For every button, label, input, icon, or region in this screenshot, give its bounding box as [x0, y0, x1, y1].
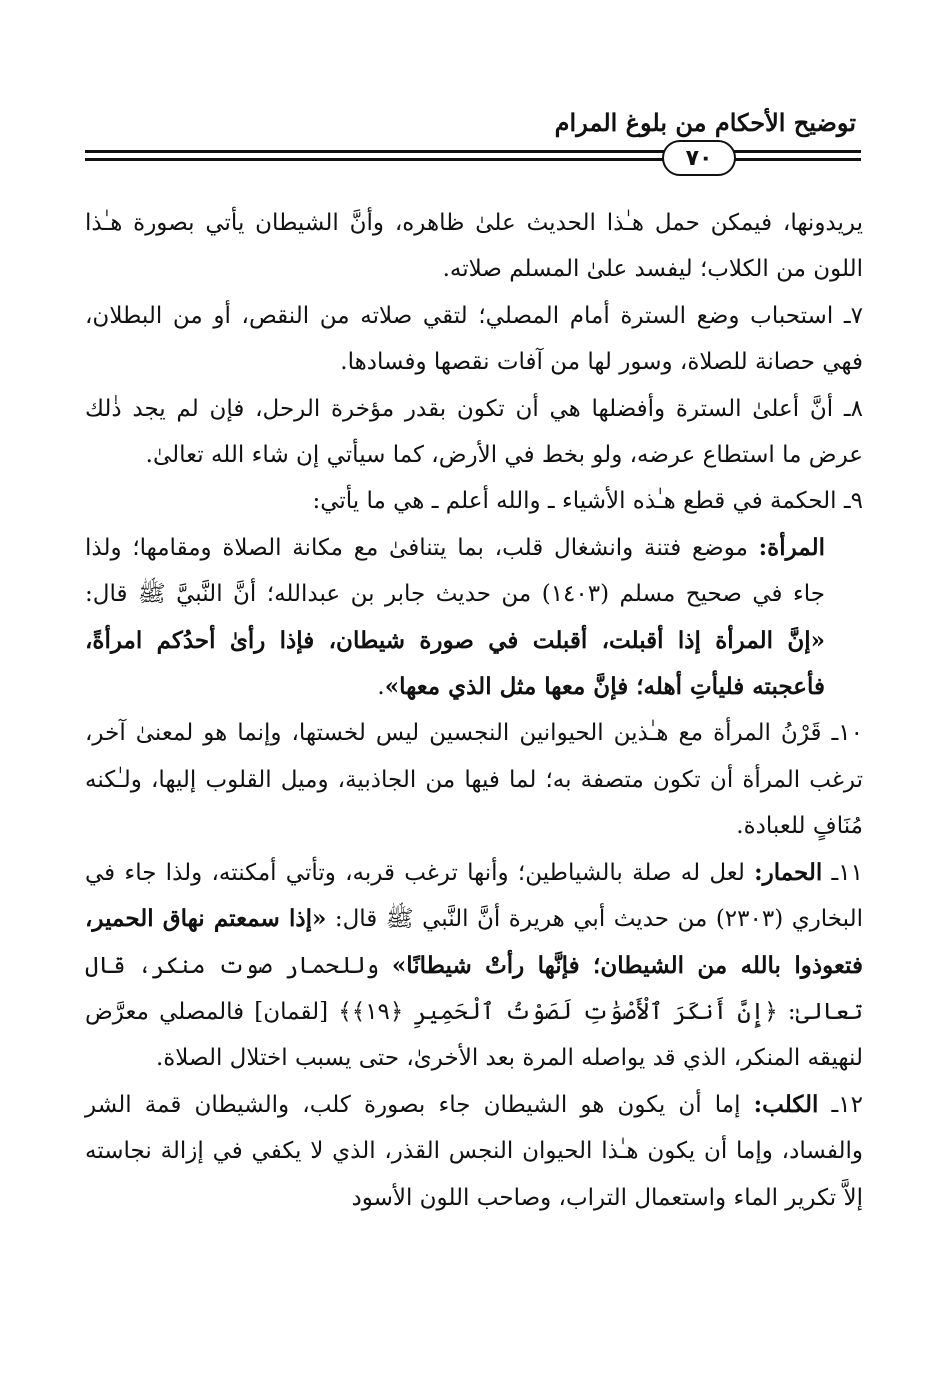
- paragraph-text: يريدونها، فيمكن حمل هـٰذا الحديث علىٰ ظاهره، وأنَّ الشيطان يأتي بصورة هـٰذا اللون من الكلاب؛ ليفسد علىٰ المسلم صلاته.: [85, 210, 863, 283]
- running-title: توضيح الأحكام من بلوغ المرام: [554, 108, 856, 137]
- point-11: [85, 850, 863, 1082]
- point-9: [85, 478, 863, 524]
- paragraph-intro-continuation: [85, 200, 863, 293]
- paragraph-text: استحباب وضع السترة أمام المصلي؛ لتقي صلاته من النقص، أو من البطلان، فهي حصانة للصلاة، وسور لها من آفات نقصها وفسادها.: [85, 302, 863, 376]
- paragraph-tail: .: [377, 674, 385, 701]
- point-number: ٧ـ: [843, 302, 863, 329]
- point-number: ١٠ـ: [831, 720, 863, 747]
- paragraph-text: إما أن يكون هو الشيطان جاء بصورة كلب، والشيطان قمة الشر والفساد، وإما أن يكون هـٰذا الحيوان النجس القذر، الذي لا يكفي في إزالة نجاسته إلاَّ تكرير الماء واستعمال التراب، وصاحب اللون الأسود: [85, 1091, 863, 1211]
- header-rule-top: [85, 150, 861, 153]
- paragraph-text: الحكمة في قطع هـٰذه الأشياء ـ والله أعلم ـ هي ما يأتي:: [312, 488, 837, 515]
- page-number-badge: [662, 140, 736, 176]
- paragraph-text: لعل له صلة بالشياطين؛ وأنها ترغب قربه، وتأتي أمكنته، ولذا جاء في البخاري (٢٣٠٣) من حديث أبي هريرة أنَّ النَّبي ﷺ قال:: [85, 859, 863, 933]
- point-10: [85, 710, 863, 849]
- paragraph-text: قَرْنُ المرأة مع هـٰذين الحيوانين النجسين ليس لخستها، وإنما هو لمعنىٰ آخر، ترغب المرأة أن تكون متصفة به؛ لما فيها من الجاذبية، وميل القلوب إليها، ولـٰكنه مُنَافٍ للعبادة.: [85, 720, 863, 840]
- subpoint-heading: الحمار:: [754, 858, 823, 886]
- point-number: ٩ـ: [843, 488, 863, 515]
- header-rule-bottom: [85, 158, 861, 161]
- subpoint-heading: الكلب:: [753, 1090, 819, 1118]
- point-7: [85, 293, 863, 386]
- page-body: [85, 200, 863, 1221]
- hadith-quote: «إنَّ المرأة إذا أقبلت، أقبلت في صورة شيطان، فإذا رأىٰ أحدُكم امرأةً، فأعجبته فليأتِ أهله؛ فإنَّ معها مثل الذي معها»: [85, 626, 825, 701]
- point-number: ١١ـ: [831, 859, 864, 886]
- paragraph-text: أنَّ أعلىٰ السترة وأفضلها هي أن تكون بقدر مؤخرة الرحل، فإن لم يجد ذٰلك عرض ما استطاع عرضه، ولو بخط في الأرض، كما سيأتي إن شاء الله تعالىٰ.: [85, 395, 863, 469]
- point-number: ١٢ـ: [831, 1091, 864, 1118]
- page-number: ٧٠: [685, 145, 713, 171]
- point-12: [85, 1082, 863, 1221]
- paragraph-text: موضع فتنة وانشغال قلب، بما يتنافىٰ مع مكانة الصلاة ومقامها؛ ولذا جاء في صحيح مسلم (١٤٠٣) من حديث جابر بن عبدالله؛ أنَّ النَّبيَّ ﷺ قال:: [85, 534, 825, 608]
- hadith-quote: «إذا سمعتم نهاق الحمير، فتعوذوا بالله من الشيطان؛ فإنَّها رأتْ شيطانًا»: [85, 905, 863, 979]
- subpoint-woman: [85, 525, 863, 711]
- point-8: [85, 386, 863, 479]
- subpoint-heading: المرأة:: [758, 533, 825, 561]
- point-number: ٨ـ: [843, 395, 864, 422]
- paragraph-tail: وللحمار صوت منكر، قال تعالىٰ: ﴿إِنَّ أَنكَرَ ٱلْأَصْوَٰتِ لَصَوْتُ ٱلْحَمِيرِ ﴿١٩﴾﴾ [لقمان] فالمصلي معرَّض لنهيقه المنكر، الذي قد يواصله المرة بعد الأخرىٰ، حتى يسبب اختلال الصلاة.: [85, 952, 863, 1072]
